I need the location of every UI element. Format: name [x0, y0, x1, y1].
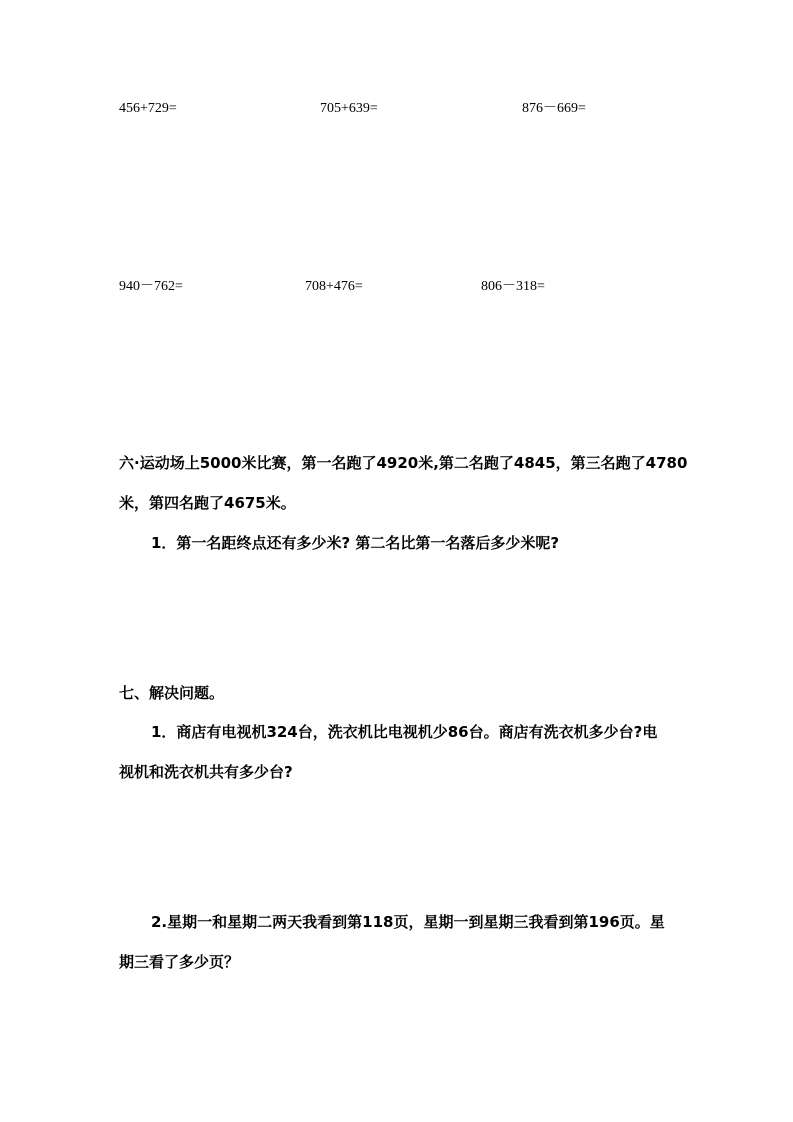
- section-7-heading: 七、解决问题。: [119, 684, 225, 702]
- equation-5: 708+476=: [305, 279, 363, 294]
- equation-4: 940－762=: [119, 279, 183, 294]
- section-7-question-2-line-1: 2.星期一和星期二两天我看到第118页，星期一到星期三我看到第196页。星: [151, 913, 665, 931]
- section-6-text-line-2: 米，第四名跑了4675米。: [119, 494, 296, 512]
- equation-3: 876－669=: [522, 101, 586, 116]
- section-7-question-1-line-2: 视机和洗衣机共有多少台?: [119, 763, 293, 781]
- equation-2: 705+639=: [320, 101, 378, 116]
- section-6-question-1: 1．第一名距终点还有多少米? 第二名比第一名落后多少米呢?: [151, 534, 560, 552]
- section-6-text-line-1: 六·运动场上5000米比赛，第一名跑了4920米,第二名跑了4845，第三名跑了4780: [119, 454, 688, 472]
- section-7-question-2-line-2: 期三看了多少页？: [119, 953, 240, 971]
- equation-1: 456+729=: [119, 101, 177, 116]
- section-7-question-1-line-1: 1．商店有电视机324台，洗衣机比电视机少86台。商店有洗衣机多少台?电: [151, 723, 658, 741]
- equation-6: 806－318=: [481, 279, 545, 294]
